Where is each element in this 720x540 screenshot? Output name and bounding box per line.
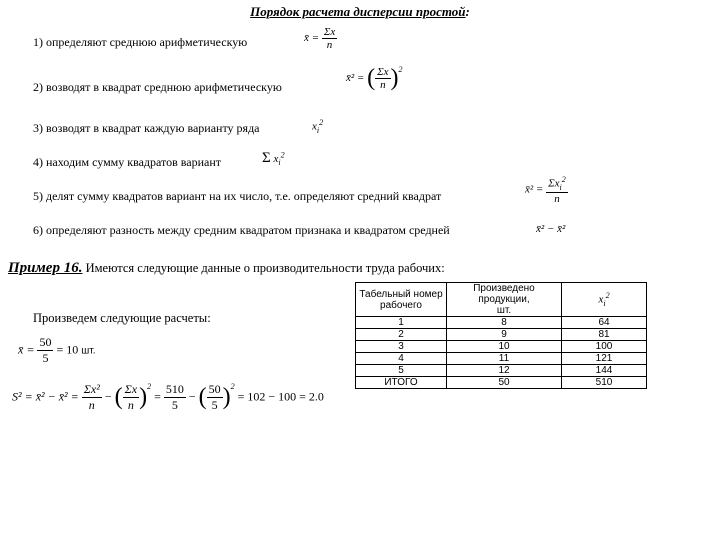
cell-x-squared: 100 <box>562 341 647 353</box>
formula-variant-sub: i <box>316 125 320 135</box>
formula-mean-den: n <box>326 39 333 51</box>
cell-produced: 11 <box>447 353 562 365</box>
productivity-table <box>355 282 647 389</box>
header-worker-number-line1: Табельный номер <box>359 288 443 300</box>
formula-mean-square-den: n <box>554 192 560 205</box>
calc-variance-tail: = 102 − 100 = 2.0 <box>237 389 324 404</box>
table-row <box>356 317 647 329</box>
formula-sum-sub: i <box>278 158 281 168</box>
calc-variance-num1: Σx² <box>83 382 100 396</box>
cell-produced: 9 <box>447 329 562 341</box>
calc-variance-power1: 2 <box>147 382 152 391</box>
calc-mean-lhs: x̄ = <box>18 342 35 357</box>
calc-mean-result: = 10 <box>56 342 79 357</box>
formula-sum-squares <box>262 150 285 167</box>
cell-x-squared: 81 <box>562 329 647 341</box>
calc-variance-num4: 50 <box>208 382 221 396</box>
calc-paren-right-1: ) <box>139 384 148 410</box>
calc-variance-num3: 510 <box>165 382 184 396</box>
header-worker-number <box>356 283 447 317</box>
calc-variance-power2: 2 <box>230 382 235 391</box>
calc-paren-left-1: ( <box>114 384 123 410</box>
table-row <box>356 329 647 341</box>
header-x-squared <box>562 283 647 317</box>
formula-variance-diff: x̄² − x̄² <box>536 223 566 235</box>
header-x-sub: i <box>603 298 606 308</box>
table-row <box>356 353 647 365</box>
calc-variance-frac4 <box>207 382 223 413</box>
formula-mean-square-num-base: Σx <box>548 177 560 190</box>
calc-variance-lhs: S² = x̄² − x̄² = <box>12 389 79 404</box>
calc-variance: S² = x̄² − x̄² = $\frac{\text{Σx²}}{n}$ − ( $\frac{\Sigma x}{n}$ )$^2$ = $\frac{510}{5}$ − ( $\frac{50}{5}$ )$^2$ = 102 − 100 = 2.0 <box>12 382 324 412</box>
formula-mean-square-lhs: x̄² = <box>525 183 544 196</box>
header-produced-line1: Произведено продукции, <box>473 283 535 305</box>
step-5: 5) делят сумму квадратов вариант на их число, т.е. определяют средний квадрат <box>33 189 442 203</box>
formula-mean-square <box>525 175 568 205</box>
calc-mean-den: 5 <box>42 351 49 365</box>
calc-label: Произведем следующие расчеты: <box>33 311 211 325</box>
formula-variant-squared <box>312 118 323 135</box>
calc-variance-den2: n <box>127 398 134 412</box>
formula-sum-base: x <box>273 153 279 165</box>
step-2: 2) возводят в квадрат среднюю арифметическую <box>33 80 282 94</box>
formula-mean-lhs: x̄ = <box>304 32 320 45</box>
cell-x-squared: 64 <box>562 317 647 329</box>
calc-variance-den1: n <box>88 398 95 412</box>
cell-total-label: ИТОГО <box>356 377 447 389</box>
table-row <box>356 341 647 353</box>
header-x-base: x <box>598 293 604 306</box>
sum-symbol: Σ <box>262 150 271 166</box>
cell-worker: 2 <box>356 329 447 341</box>
formula-mean-num: Σx <box>323 26 336 38</box>
cell-worker: 1 <box>356 317 447 329</box>
calc-variance-frac2 <box>123 382 139 413</box>
formula-mean-squared-power: 2 <box>398 65 403 74</box>
step-4: 4) находим сумму квадратов вариант <box>33 155 222 169</box>
header-produced-line2: шт. <box>496 305 512 316</box>
calc-variance-frac3 <box>164 382 186 413</box>
formula-mean-square-num <box>546 175 568 193</box>
cell-worker: 3 <box>356 341 447 353</box>
formula-left-paren: ( <box>367 65 376 91</box>
calc-paren-right-2: ) <box>222 384 231 410</box>
calc-variance-num2: Σx <box>124 382 138 396</box>
calc-variance-frac1 <box>82 382 102 413</box>
calc-mean-num: 50 <box>39 335 52 349</box>
formula-variant-sup: 2 <box>319 118 324 127</box>
cell-x-squared: 121 <box>562 353 647 365</box>
cell-produced: 10 <box>447 341 562 353</box>
calc-variance-minus: − <box>104 389 112 404</box>
formula-variant-base: x <box>312 120 317 133</box>
cell-total-x-squared: 510 <box>562 377 647 389</box>
formula-mean-squared-fraction <box>375 66 390 91</box>
formula-mean-squared <box>346 65 403 92</box>
calc-variance-den3: 5 <box>171 398 178 412</box>
page-title <box>0 4 720 20</box>
example-text: Имеются следующие данные о производительности труда рабочих: <box>82 261 445 275</box>
table-row <box>356 365 647 377</box>
calc-mean-unit: шт. <box>81 345 96 357</box>
step-1: 1) определяют среднюю арифметическую <box>33 35 248 49</box>
cell-total-produced: 50 <box>447 377 562 389</box>
page-title-colon: : <box>465 4 470 19</box>
header-produced <box>447 283 562 317</box>
header-x-sup: 2 <box>605 291 610 301</box>
cell-produced: 8 <box>447 317 562 329</box>
calc-paren-left-2: ( <box>198 384 207 410</box>
header-worker-number-line2: рабочего <box>380 299 422 311</box>
formula-mean-fraction <box>322 26 337 51</box>
formula-right-paren: ) <box>390 65 399 91</box>
formula-mean-square-num-sup: 2 <box>561 175 566 184</box>
cell-x-squared: 144 <box>562 365 647 377</box>
table-total-row <box>356 377 647 389</box>
formula-mean-squared-num: Σx <box>377 66 389 78</box>
calc-mean <box>18 335 96 366</box>
calc-variance-eq1: = <box>154 389 161 404</box>
calc-mean-fraction <box>37 335 53 366</box>
formula-sum-sup: 2 <box>280 150 285 160</box>
formula-mean-squared-lhs: x̄² = <box>346 72 365 85</box>
formula-mean-square-fraction <box>546 175 568 205</box>
formula-mean <box>304 26 337 51</box>
page-title-text: Порядок расчета дисперсии простой <box>250 4 466 19</box>
cell-worker: 5 <box>356 365 447 377</box>
step-6: 6) определяют разность между средним квадратом признака и квадратом средней <box>33 223 450 237</box>
cell-produced: 12 <box>447 365 562 377</box>
example-label: Пример 16. <box>8 260 83 276</box>
formula-mean-squared-den: n <box>380 79 386 91</box>
example-heading <box>8 260 445 277</box>
formula-mean-square-num-sub: i <box>559 182 562 192</box>
step-3: 3) возводят в квадрат каждую варианту ряда <box>33 121 260 135</box>
cell-worker: 4 <box>356 353 447 365</box>
table-header-row <box>356 283 647 317</box>
calc-variance-den4: 5 <box>211 398 218 412</box>
